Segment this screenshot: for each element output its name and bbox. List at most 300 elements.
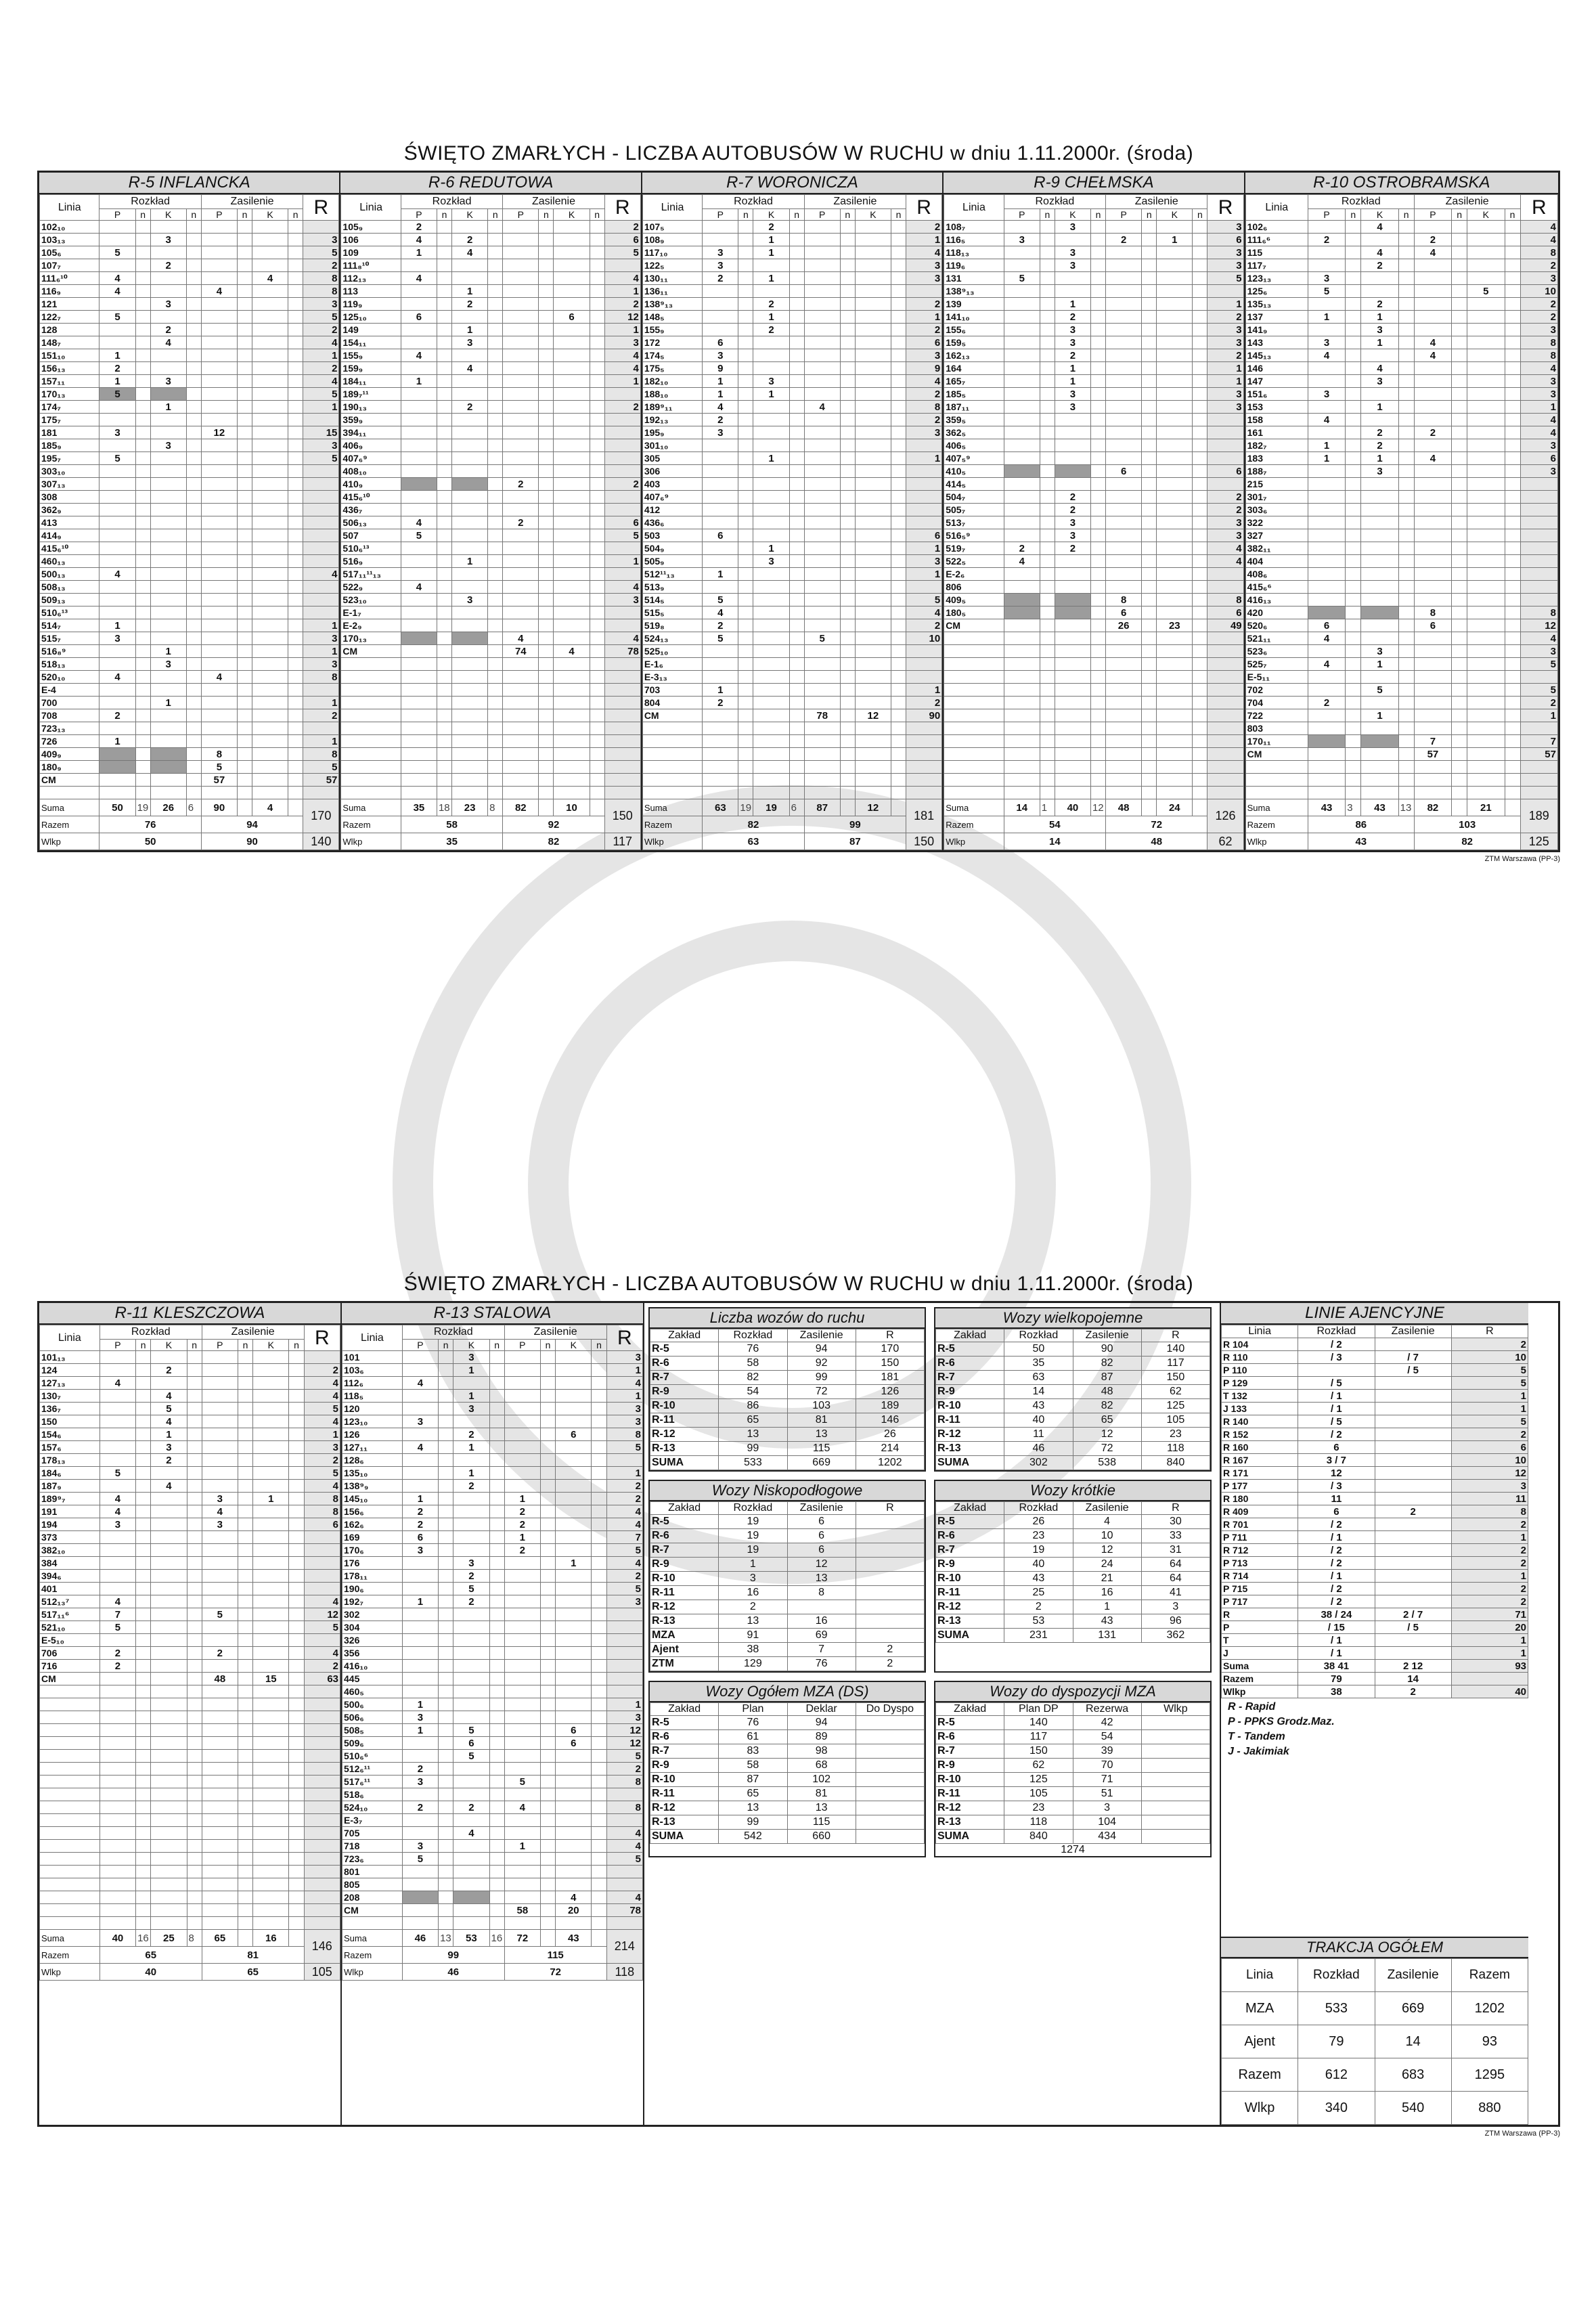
r-total: 90 (906, 709, 942, 722)
sub-cell (237, 465, 252, 478)
sub-cell (539, 414, 554, 426)
sub-cell (136, 1351, 151, 1364)
col-r: R (304, 1325, 340, 1351)
sub-cell (238, 1493, 252, 1505)
sub-cell (1142, 504, 1157, 516)
col-n: n (840, 209, 855, 221)
line-number: 308 (40, 491, 99, 504)
wlkp-zasilenie: 65 (202, 1964, 304, 1981)
sub-cell (187, 1698, 202, 1711)
sub-cell (840, 465, 855, 478)
value-cell (855, 311, 891, 324)
value-cell (150, 414, 186, 426)
value-cell (1467, 761, 1505, 774)
value-cell (99, 1763, 135, 1776)
depot-column (342, 1303, 644, 2125)
value-cell (253, 1557, 289, 1570)
sub-cell (789, 414, 804, 426)
table-row (1245, 555, 1557, 568)
sub-cell (840, 478, 855, 491)
depot-table (1245, 194, 1558, 850)
value-cell (151, 1878, 187, 1891)
block-cell (787, 1600, 856, 1614)
razem-zasilenie: 103 (1414, 816, 1520, 833)
ajency-row (1222, 1403, 1528, 1415)
line-number: 510₆¹³ (341, 542, 401, 555)
table-row (342, 1763, 643, 1776)
line-number: 176 (342, 1557, 403, 1570)
value-cell (804, 221, 840, 234)
sub-cell (592, 1531, 606, 1544)
sub-cell (439, 1608, 453, 1621)
sub-cell (1346, 504, 1361, 516)
sub-cell (592, 1673, 606, 1685)
line-number: 513₉ (642, 581, 702, 594)
value-cell (202, 1570, 238, 1583)
value-cell (556, 1776, 592, 1788)
line-number: 359₉ (341, 414, 401, 426)
table-row (1245, 568, 1557, 581)
sub-cell (590, 542, 604, 555)
block-cell: R-7 (936, 1744, 1004, 1759)
sub-cell (288, 529, 303, 542)
suma-value (289, 1930, 304, 1947)
block-cell: 104 (1073, 1815, 1141, 1830)
r-total (604, 452, 640, 465)
value-cell: 2 (453, 1480, 489, 1493)
value-cell (452, 761, 488, 774)
sub-cell (135, 259, 150, 272)
sub-cell (1090, 362, 1105, 375)
value-cell (1308, 568, 1345, 581)
value-cell (504, 1403, 540, 1415)
sub-cell (289, 1621, 304, 1634)
value-cell (453, 1518, 489, 1531)
value-cell (556, 1364, 592, 1377)
value-cell (1055, 722, 1090, 735)
line-number: E-5₁₀ (40, 1634, 100, 1647)
line-number: 525₇ (1245, 658, 1308, 671)
value-cell: 4 (503, 632, 539, 645)
value-cell (453, 1660, 489, 1673)
value-cell: 1 (1361, 452, 1398, 465)
value-cell: 7 (99, 1608, 135, 1621)
value-cell (1004, 735, 1040, 748)
value-cell: 1 (504, 1531, 540, 1544)
sub-cell (186, 555, 201, 568)
sub-cell (1346, 375, 1361, 388)
sub-cell (488, 607, 503, 619)
value-cell: 7 (1414, 735, 1451, 748)
sub-cell (437, 221, 451, 234)
sub-cell (891, 285, 906, 298)
value-cell: 5 (99, 388, 135, 401)
col-zasilenie: Zasilenie (1106, 195, 1207, 209)
table-row (341, 362, 640, 375)
sub-cell (1090, 529, 1105, 542)
line-number: 161 (1245, 426, 1308, 439)
block-cell: 214 (856, 1442, 924, 1456)
value-cell (452, 311, 488, 324)
value-cell (1004, 478, 1040, 491)
r-total: 8 (1451, 1505, 1528, 1518)
sub-cell (1398, 568, 1414, 581)
table-row (40, 1493, 340, 1505)
line-number (341, 787, 401, 799)
line-number: 302 (342, 1608, 403, 1621)
sub-cell (437, 246, 451, 259)
sub-cell (891, 594, 906, 607)
sub-cell (1346, 735, 1361, 748)
value-cell (99, 221, 135, 234)
line-number (341, 658, 401, 671)
sub-cell (288, 774, 303, 787)
block-header: Zakład (650, 1502, 719, 1515)
r-total (304, 1711, 340, 1724)
sub-cell (891, 388, 906, 401)
block-header: Zasilenie (787, 1329, 856, 1342)
value-cell (402, 1583, 438, 1595)
value-cell (452, 426, 488, 439)
value-cell (703, 645, 738, 658)
table-row (341, 645, 640, 658)
value-cell: / 1 (1298, 1531, 1375, 1544)
sub-cell (1040, 645, 1055, 658)
sub-cell (1142, 401, 1157, 414)
value-cell (703, 452, 738, 465)
sub-cell (136, 1904, 151, 1917)
r-total: 1 (606, 1467, 642, 1480)
r-total: 8 (304, 1493, 340, 1505)
value-cell (855, 388, 891, 401)
value-cell (554, 401, 590, 414)
value-cell (556, 1685, 592, 1698)
line-number: 510₆¹³ (40, 607, 99, 619)
sub-cell (1346, 722, 1361, 735)
r-total: 1 (606, 1364, 642, 1377)
suma-value: 63 (703, 799, 738, 816)
line-number: 126 (342, 1428, 403, 1441)
sub-cell (1346, 774, 1361, 787)
ajency-header: Zasilenie (1375, 1325, 1451, 1338)
r-total: 3 (606, 1403, 642, 1415)
line-number (40, 1866, 100, 1878)
value-cell (401, 735, 437, 748)
sub-cell (489, 1891, 504, 1904)
sub-cell (1193, 401, 1207, 414)
value-cell (1467, 504, 1505, 516)
value-cell (1361, 632, 1398, 645)
sub-cell (1452, 761, 1467, 774)
block-header: R (856, 1502, 924, 1515)
razem-label: Razem (40, 1947, 100, 1964)
sub-cell (1090, 221, 1105, 234)
r-total (1207, 452, 1243, 465)
sub-cell (289, 1454, 304, 1467)
table-row (1245, 632, 1557, 645)
value-cell (401, 336, 437, 349)
sub-cell (1142, 234, 1157, 246)
value-cell (202, 1724, 238, 1737)
value-cell (1157, 671, 1193, 684)
block-row (650, 1572, 925, 1586)
sub-cell (1040, 709, 1055, 722)
value-cell (252, 684, 288, 697)
block-row (650, 1529, 925, 1543)
r-total: 5 (304, 1621, 340, 1634)
value-cell (202, 1544, 238, 1557)
line-number: 718 (342, 1840, 403, 1853)
sub-cell (1142, 324, 1157, 336)
table-row (642, 619, 941, 632)
sub-cell (590, 658, 604, 671)
table-row (341, 504, 640, 516)
sub-cell (789, 658, 804, 671)
value-cell (402, 1390, 438, 1403)
table-row (341, 349, 640, 362)
value-cell (202, 1827, 238, 1840)
value-cell (402, 1866, 438, 1878)
sub-cell (488, 298, 503, 311)
sub-cell (439, 1801, 453, 1814)
value-cell (503, 697, 539, 709)
value-cell: 1 (452, 555, 488, 568)
value-cell: 4 (1361, 362, 1398, 375)
sub-cell (1193, 298, 1207, 311)
r-total: 8 (303, 272, 339, 285)
block-cell: R-12 (936, 1428, 1004, 1442)
value-cell (452, 709, 488, 722)
sub-cell (1090, 246, 1105, 259)
col-n: n (891, 209, 906, 221)
sub-cell (489, 1917, 504, 1930)
r-total: 1 (1520, 709, 1557, 722)
suma-value (1452, 799, 1467, 816)
block-cell: 92 (787, 1357, 856, 1371)
col-linia: Linia (40, 195, 99, 221)
r-total: 2 (303, 362, 339, 375)
value-cell (503, 388, 539, 401)
sub-cell (1505, 298, 1520, 311)
block-cell (856, 1614, 924, 1629)
value-cell (253, 1390, 289, 1403)
line-number: 303₁₀ (40, 465, 99, 478)
r-total (1520, 787, 1557, 799)
sub-cell (1142, 542, 1157, 555)
block-row (936, 1815, 1210, 1830)
value-cell (1361, 774, 1398, 787)
suma-label: Suma (642, 799, 702, 816)
value-cell (1004, 722, 1040, 735)
value-cell (503, 426, 539, 439)
value-cell (402, 1673, 438, 1685)
value-cell (401, 594, 437, 607)
block-cell: 126 (856, 1385, 924, 1399)
block-cell: 181 (856, 1371, 924, 1385)
sub-cell (488, 529, 503, 542)
suma-value: 4 (252, 799, 288, 816)
value-cell (452, 452, 488, 465)
block-cell: R-6 (650, 1529, 719, 1543)
sub-cell (1040, 298, 1055, 311)
block-cell: 11 (1004, 1428, 1073, 1442)
sub-cell (289, 1917, 304, 1930)
sub-cell (1505, 619, 1520, 632)
value-cell (1157, 439, 1193, 452)
line-number: 137 (1245, 311, 1308, 324)
value-cell (202, 1660, 238, 1673)
value-cell (150, 478, 186, 491)
value-cell (703, 774, 738, 787)
value-cell (452, 581, 488, 594)
sub-cell (1346, 246, 1361, 259)
value-cell (402, 1467, 438, 1480)
value-cell: 1 (703, 684, 738, 697)
sub-cell (592, 1364, 606, 1377)
value-cell (1004, 285, 1040, 298)
r-total: 1 (906, 568, 942, 581)
value-cell (401, 619, 437, 632)
block-cell: 12 (787, 1558, 856, 1572)
depot-column (642, 173, 944, 850)
block-row (650, 1371, 925, 1385)
value-cell: 2 12 (1375, 1660, 1451, 1673)
block-cell: R-5 (650, 1716, 719, 1730)
sub-cell (1040, 285, 1055, 298)
sub-cell (1193, 336, 1207, 349)
sub-cell (237, 504, 252, 516)
sub-cell (489, 1853, 504, 1866)
value-cell (503, 336, 539, 349)
table-row (40, 1737, 340, 1750)
sub-cell (1346, 272, 1361, 285)
block-header: Zasilenie (787, 1502, 856, 1515)
value-cell (252, 529, 288, 542)
r-total (303, 465, 339, 478)
sub-cell (439, 1377, 453, 1390)
sub-cell (186, 336, 201, 349)
table-row (40, 658, 339, 671)
value-cell (504, 1737, 540, 1750)
sub-cell (437, 234, 451, 246)
value-cell (253, 1878, 289, 1891)
value-cell (554, 452, 590, 465)
value-cell (201, 491, 237, 504)
sub-cell (1193, 259, 1207, 272)
r-total: 1 (906, 684, 942, 697)
sub-cell (238, 1377, 252, 1390)
line-number: 101₁₃ (40, 1351, 100, 1364)
block-cell: R-13 (650, 1815, 719, 1830)
sub-cell (489, 1814, 504, 1827)
r-total (303, 478, 339, 491)
sub-cell (489, 1621, 504, 1634)
value-cell (453, 1454, 489, 1467)
sub-cell (289, 1505, 304, 1518)
sub-cell (135, 426, 150, 439)
sub-cell (186, 439, 201, 452)
value-cell (401, 491, 437, 504)
col-zasilenie: Zasilenie (202, 1325, 304, 1340)
value-cell (1414, 504, 1451, 516)
r-total (303, 722, 339, 735)
sub-cell (891, 735, 906, 748)
value-cell (503, 555, 539, 568)
sub-cell (439, 1595, 453, 1608)
sub-cell (437, 542, 451, 555)
value-cell: 3 (1055, 516, 1090, 529)
block-cell (856, 1572, 924, 1586)
value-cell (452, 748, 488, 761)
sub-cell (187, 1904, 202, 1917)
value-cell (753, 259, 789, 272)
table-row (342, 1827, 643, 1840)
value-cell (402, 1904, 438, 1917)
value-cell (855, 362, 891, 375)
suma-value: 46 (402, 1930, 438, 1947)
depot-column (39, 173, 340, 850)
sub-cell (1452, 401, 1467, 414)
value-cell: 2 (99, 362, 135, 375)
value-cell: 2 / 7 (1375, 1608, 1451, 1621)
value-cell (554, 697, 590, 709)
value-cell (504, 1480, 540, 1493)
table-row (40, 1403, 340, 1415)
block-cell (1141, 1744, 1210, 1759)
r-total (303, 221, 339, 234)
sub-cell (590, 529, 604, 542)
sub-cell (738, 324, 753, 336)
value-cell (99, 1570, 135, 1583)
value-cell (1055, 581, 1090, 594)
sub-cell (1090, 632, 1105, 645)
line-number: CM (642, 709, 702, 722)
r-total: 2 (606, 1480, 642, 1493)
sub-cell (891, 246, 906, 259)
col-linia: Linia (1245, 195, 1308, 221)
line-number: 106 (341, 234, 401, 246)
sub-cell (135, 491, 150, 504)
line-number: 407₅⁹ (944, 452, 1004, 465)
table-row (944, 491, 1243, 504)
sub-cell (488, 285, 503, 298)
line-number (40, 1917, 100, 1930)
sub-cell (840, 221, 855, 234)
block-cell: 86 (719, 1399, 787, 1413)
r-total: 4 (303, 375, 339, 388)
sub-cell (1040, 516, 1055, 529)
value-cell (556, 1583, 592, 1595)
sub-cell (187, 1608, 202, 1621)
value-cell (753, 516, 789, 529)
value-cell: 1 (452, 285, 488, 298)
sub-cell (1193, 658, 1207, 671)
sub-cell (488, 426, 503, 439)
sub-cell (1193, 555, 1207, 568)
line-number: 726 (40, 735, 99, 748)
sub-cell (789, 619, 804, 632)
value-cell (503, 504, 539, 516)
value-cell (1414, 272, 1451, 285)
r-total: 3 (303, 632, 339, 645)
value-cell: 4 (504, 1801, 540, 1814)
block-row (650, 1657, 925, 1671)
r-total: 5 (303, 452, 339, 465)
table-row (642, 632, 941, 645)
table-row (642, 787, 941, 799)
line-number: 180₉ (40, 761, 99, 774)
table-row (944, 311, 1243, 324)
